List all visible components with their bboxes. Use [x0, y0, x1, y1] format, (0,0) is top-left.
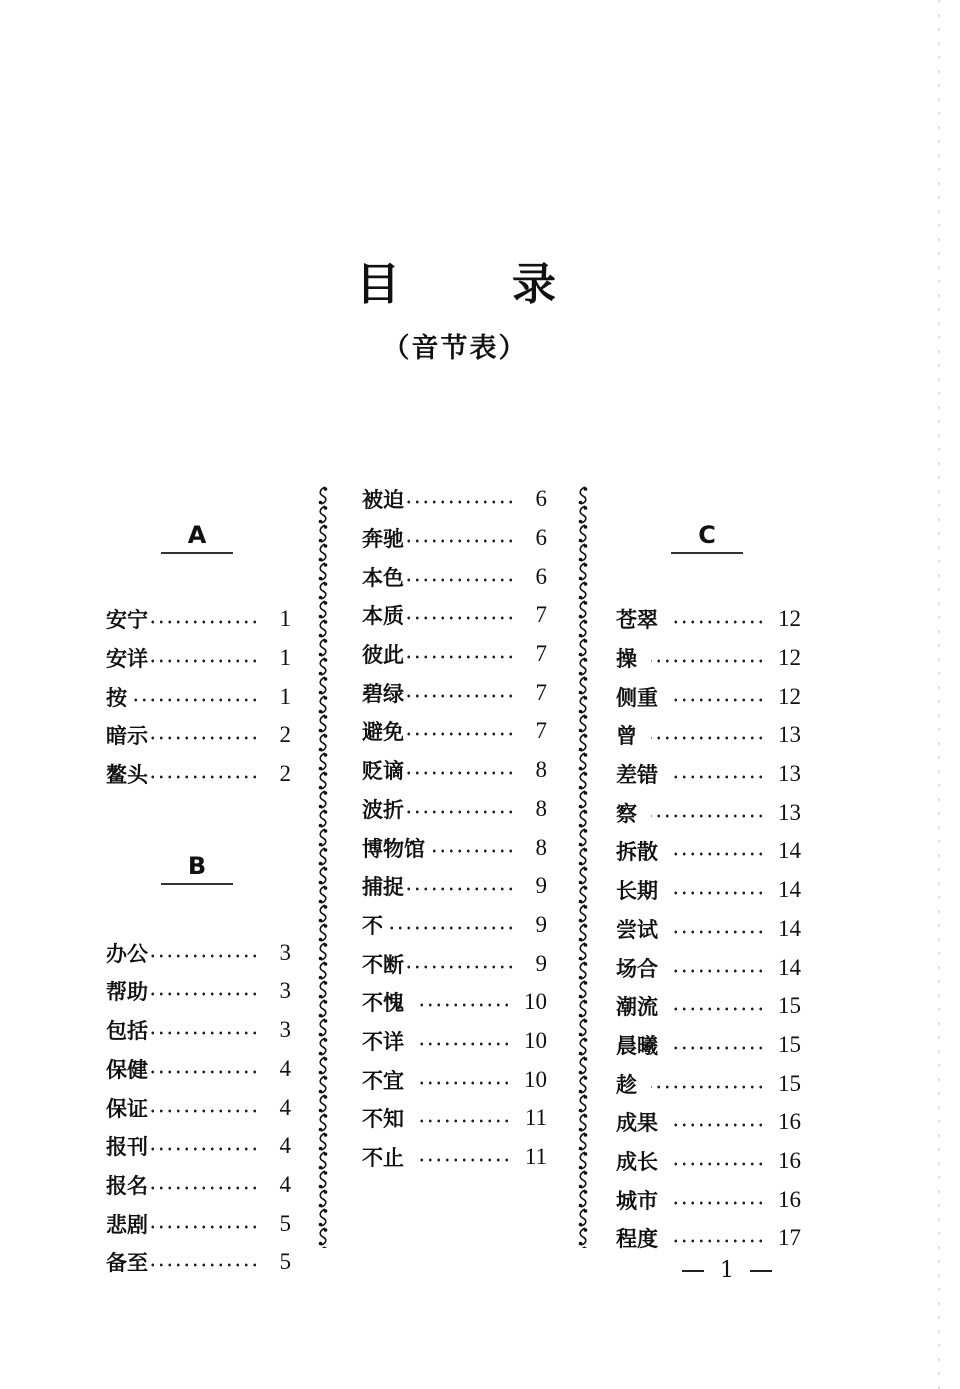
page-title — [356, 250, 556, 310]
leader-dots — [129, 698, 259, 702]
wavy-divider-icon — [316, 486, 330, 1248]
toc-entry-word: 贬谪 — [362, 758, 404, 784]
toc-entry-page: 14 — [778, 954, 801, 980]
toc-entry[interactable] — [106, 1088, 291, 1127]
toc-entry[interactable] — [616, 639, 801, 678]
leader-dots — [150, 1225, 259, 1229]
toc-entry[interactable] — [616, 793, 801, 832]
toc-list-b — [106, 933, 291, 1281]
toc-entry[interactable] — [362, 867, 547, 906]
page-subtitle: （音节表） — [382, 333, 528, 364]
toc-entry-page: 1 — [279, 606, 291, 632]
leader-dots — [406, 655, 515, 659]
leader-dots — [672, 1239, 765, 1243]
toc-entry[interactable] — [616, 600, 801, 639]
toc-entry-word: 不宜 — [362, 1067, 404, 1093]
toc-entry-word: 被迫 — [362, 487, 404, 513]
toc-entry[interactable] — [362, 596, 547, 635]
toc-entry-word: 不愧 — [362, 990, 404, 1016]
toc-column-1 — [106, 520, 291, 1282]
toc-entry[interactable] — [106, 1011, 291, 1050]
toc-entry-page: 16 — [778, 1147, 801, 1173]
toc-entry-word: 本质 — [362, 603, 404, 629]
toc-entry[interactable] — [616, 1142, 801, 1181]
toc-entry-page: 7 — [535, 679, 547, 705]
toc-entry-word: 操 — [616, 646, 637, 672]
toc-entry-word: 成果 — [616, 1110, 658, 1136]
leader-dots — [406, 732, 515, 736]
toc-entry-page: 10 — [524, 1066, 547, 1092]
leader-dots — [150, 775, 259, 779]
leader-dots — [150, 1031, 259, 1035]
section-heading-c: C — [671, 520, 743, 554]
leader-dots — [406, 616, 515, 620]
toc-entry-word: 长期 — [616, 878, 658, 904]
toc-entry[interactable] — [616, 832, 801, 871]
toc-entry-word: 碧绿 — [362, 680, 404, 706]
toc-entry-page: 4 — [279, 1094, 291, 1120]
toc-entry[interactable] — [362, 983, 547, 1022]
toc-entry-page: 15 — [778, 993, 801, 1019]
leader-dots — [406, 965, 515, 969]
toc-entry-word: 奔驰 — [362, 526, 404, 552]
toc-entry-word: 本色 — [362, 564, 404, 590]
leader-dots — [672, 969, 765, 973]
toc-entry-word: 避免 — [362, 719, 404, 745]
toc-entry[interactable] — [616, 755, 801, 794]
toc-entry-page: 15 — [778, 1070, 801, 1096]
toc-entry[interactable] — [616, 1180, 801, 1219]
leader-dots — [406, 887, 515, 891]
toc-entry-word: 悲剧 — [106, 1211, 148, 1237]
leader-dots — [672, 698, 765, 702]
toc-entry[interactable] — [106, 600, 291, 639]
toc-entry-page: 13 — [778, 761, 801, 787]
toc-entry[interactable] — [106, 716, 291, 755]
toc-entry-word: 包括 — [106, 1018, 148, 1044]
toc-entry[interactable] — [362, 1060, 547, 1099]
leader-dots — [672, 1201, 765, 1205]
toc-entry[interactable] — [616, 871, 801, 910]
toc-entry[interactable] — [362, 906, 547, 945]
toc-entry-word: 拆散 — [616, 839, 658, 865]
leader-dots — [418, 1158, 511, 1162]
toc-entry[interactable] — [106, 1166, 291, 1205]
toc-entry-word: 侧重 — [616, 684, 658, 710]
toc-entry-page: 2 — [279, 761, 291, 787]
toc-entry-word: 办公 — [106, 940, 148, 966]
wavy-divider-icon — [576, 486, 590, 1248]
toc-entry-page: 7 — [535, 641, 547, 667]
toc-entry[interactable] — [616, 716, 801, 755]
toc-entry-word: 波折 — [362, 796, 404, 822]
toc-entry-word: 保证 — [106, 1095, 148, 1121]
leader-dots — [406, 539, 515, 543]
toc-entry-page: 15 — [778, 1031, 801, 1057]
toc-entry-page: 7 — [535, 602, 547, 628]
leader-dots — [672, 620, 765, 624]
leader-dots — [672, 1123, 765, 1127]
toc-entry-word: 程度 — [616, 1226, 658, 1252]
toc-entry-page: 10 — [524, 989, 547, 1015]
leader-dots — [651, 1085, 765, 1089]
toc-entry[interactable] — [106, 755, 291, 794]
toc-entry-word: 成长 — [616, 1148, 658, 1174]
leader-dots — [418, 1119, 511, 1123]
toc-entry-page: 13 — [778, 799, 801, 825]
toc-list-b-continued — [362, 480, 547, 1176]
toc-entry[interactable] — [362, 751, 547, 790]
toc-entry[interactable] — [362, 712, 547, 751]
toc-entry-word: 报刊 — [106, 1134, 148, 1160]
toc-entry-page: 17 — [778, 1225, 801, 1251]
toc-entry-page: 4 — [279, 1171, 291, 1197]
toc-entry-page: 9 — [535, 873, 547, 899]
leader-dots — [406, 500, 515, 504]
leader-dots — [150, 954, 259, 958]
toc-entry-word: 不知 — [362, 1106, 404, 1132]
toc-entry[interactable] — [106, 1243, 291, 1282]
toc-entry-page: 3 — [279, 939, 291, 965]
leader-dots — [672, 852, 765, 856]
toc-entry-word: 不断 — [362, 951, 404, 977]
toc-entry[interactable] — [616, 1219, 801, 1258]
toc-entry-page: 6 — [535, 563, 547, 589]
toc-list-a — [106, 600, 291, 793]
toc-entry-word: 城市 — [616, 1187, 658, 1213]
toc-entry[interactable] — [362, 1099, 547, 1138]
leader-dots — [672, 930, 765, 934]
toc-entry-page: 12 — [778, 683, 801, 709]
toc-entry-word: 暗示 — [106, 723, 148, 749]
toc-entry[interactable] — [362, 1138, 547, 1177]
toc-entry-page: 6 — [535, 525, 547, 551]
toc-entry-page: 3 — [279, 978, 291, 1004]
toc-entry-page: 7 — [535, 718, 547, 744]
toc-entry-page: 4 — [279, 1055, 291, 1081]
leader-dots — [406, 771, 515, 775]
toc-entry-word: 不 — [362, 912, 383, 938]
leader-dots — [651, 814, 765, 818]
toc-entry[interactable] — [362, 635, 547, 674]
toc-entry-page: 16 — [778, 1109, 801, 1135]
toc-entry-word: 鳌头 — [106, 762, 148, 788]
leader-dots — [406, 578, 515, 582]
leader-dots — [150, 659, 259, 663]
toc-entry-page: 1 — [279, 645, 291, 671]
toc-entry-page: 14 — [778, 838, 801, 864]
toc-entry[interactable] — [616, 910, 801, 949]
toc-entry-page: 9 — [535, 950, 547, 976]
toc-entry-page: 14 — [778, 877, 801, 903]
leader-dots — [150, 992, 259, 996]
toc-entry-word: 备至 — [106, 1250, 148, 1276]
toc-entry-page: 8 — [535, 834, 547, 860]
toc-entry-page: 16 — [778, 1186, 801, 1212]
leader-dots — [672, 775, 765, 779]
toc-entry-page: 10 — [524, 1027, 547, 1053]
toc-entry[interactable] — [106, 1204, 291, 1243]
toc-entry-word: 博物馆 — [362, 835, 425, 861]
toc-entry-word: 潮流 — [616, 994, 658, 1020]
toc-entry[interactable] — [616, 1064, 801, 1103]
leader-dots — [651, 736, 765, 740]
leader-dots — [406, 694, 515, 698]
page-number-dash-left — [682, 1270, 704, 1272]
toc-entry[interactable] — [362, 557, 547, 596]
toc-entry[interactable] — [106, 639, 291, 678]
leader-dots — [150, 620, 259, 624]
leader-dots — [672, 1162, 765, 1166]
toc-entry[interactable] — [362, 673, 547, 712]
toc-entry-word: 安详 — [106, 646, 148, 672]
leader-dots — [418, 1003, 511, 1007]
toc-entry-word: 捕捉 — [362, 874, 404, 900]
page-number-dash-right — [750, 1270, 772, 1272]
page-number-value: 1 — [720, 1258, 734, 1283]
leader-dots — [150, 1186, 259, 1190]
toc-entry-word: 场合 — [616, 955, 658, 981]
leader-dots — [651, 659, 765, 663]
toc-entry-page: 5 — [279, 1210, 291, 1236]
toc-entry-page: 8 — [535, 795, 547, 821]
toc-entry[interactable] — [362, 1022, 547, 1061]
toc-entry[interactable] — [362, 519, 547, 558]
toc-entry-page: 12 — [778, 606, 801, 632]
toc-entry-page: 11 — [524, 1105, 547, 1131]
toc-entry-page: 6 — [535, 486, 547, 512]
toc-entry-page: 13 — [778, 722, 801, 748]
toc-entry[interactable] — [106, 933, 291, 972]
leader-dots — [150, 1070, 259, 1074]
leader-dots — [406, 810, 515, 814]
toc-entry-page: 11 — [524, 1144, 547, 1170]
toc-entry[interactable] — [106, 1127, 291, 1166]
leader-dots — [672, 1046, 765, 1050]
leader-dots — [672, 1007, 765, 1011]
leader-dots — [150, 736, 259, 740]
toc-entry-word: 报名 — [106, 1172, 148, 1198]
toc-entry[interactable] — [362, 790, 547, 829]
toc-entry-word: 按 — [106, 684, 127, 710]
toc-entry-word: 苍翠 — [616, 607, 658, 633]
leader-dots — [427, 849, 515, 853]
toc-entry-word: 尝试 — [616, 916, 658, 942]
toc-entry[interactable] — [362, 944, 547, 983]
toc-entry-page: 9 — [535, 911, 547, 937]
toc-entry[interactable] — [362, 828, 547, 867]
section-heading-b: B — [161, 851, 233, 885]
toc-entry[interactable] — [616, 987, 801, 1026]
title-char-left: 目 — [356, 259, 400, 310]
title-char-right: 录 — [512, 259, 556, 310]
toc-entry-word: 差错 — [616, 762, 658, 788]
toc-entry-word: 察 — [616, 800, 637, 826]
toc-entry-word: 不止 — [362, 1145, 404, 1171]
toc-entry-page: 8 — [535, 757, 547, 783]
toc-entry-page: 12 — [778, 645, 801, 671]
toc-entry[interactable] — [106, 1050, 291, 1089]
toc-column-3 — [616, 520, 801, 1258]
toc-column-2 — [362, 480, 547, 1176]
toc-entry[interactable] — [362, 480, 547, 519]
leader-dots — [150, 1109, 259, 1113]
toc-entry[interactable] — [616, 677, 801, 716]
leader-dots — [385, 926, 515, 930]
toc-list-c — [616, 600, 801, 1258]
toc-entry-page: 3 — [279, 1017, 291, 1043]
toc-entry-word: 帮助 — [106, 979, 148, 1005]
toc-entry-word: 不详 — [362, 1028, 404, 1054]
toc-entry-page: 5 — [279, 1249, 291, 1275]
toc-entry[interactable] — [616, 948, 801, 987]
page-number — [682, 1258, 772, 1283]
toc-entry[interactable] — [106, 972, 291, 1011]
toc-entry-word: 彼此 — [362, 642, 404, 668]
toc-entry-page: 14 — [778, 915, 801, 941]
toc-entry-word: 安宁 — [106, 607, 148, 633]
leader-dots — [150, 1147, 259, 1151]
toc-entry-page: 2 — [279, 722, 291, 748]
leader-dots — [418, 1081, 511, 1085]
scanned-page-edge — [938, 0, 940, 1389]
toc-entry[interactable] — [616, 1026, 801, 1065]
toc-entry-page: 1 — [279, 683, 291, 709]
section-heading-a: A — [161, 520, 233, 554]
leader-dots — [150, 1263, 259, 1267]
leader-dots — [418, 1042, 511, 1046]
toc-entry[interactable] — [616, 1103, 801, 1142]
toc-entry-word: 曾 — [616, 723, 637, 749]
leader-dots — [672, 891, 765, 895]
toc-entry-page: 4 — [279, 1133, 291, 1159]
toc-entry-word: 保健 — [106, 1056, 148, 1082]
toc-entry[interactable] — [106, 677, 291, 716]
toc-entry-word: 晨曦 — [616, 1032, 658, 1058]
toc-entry-word: 趁 — [616, 1071, 637, 1097]
